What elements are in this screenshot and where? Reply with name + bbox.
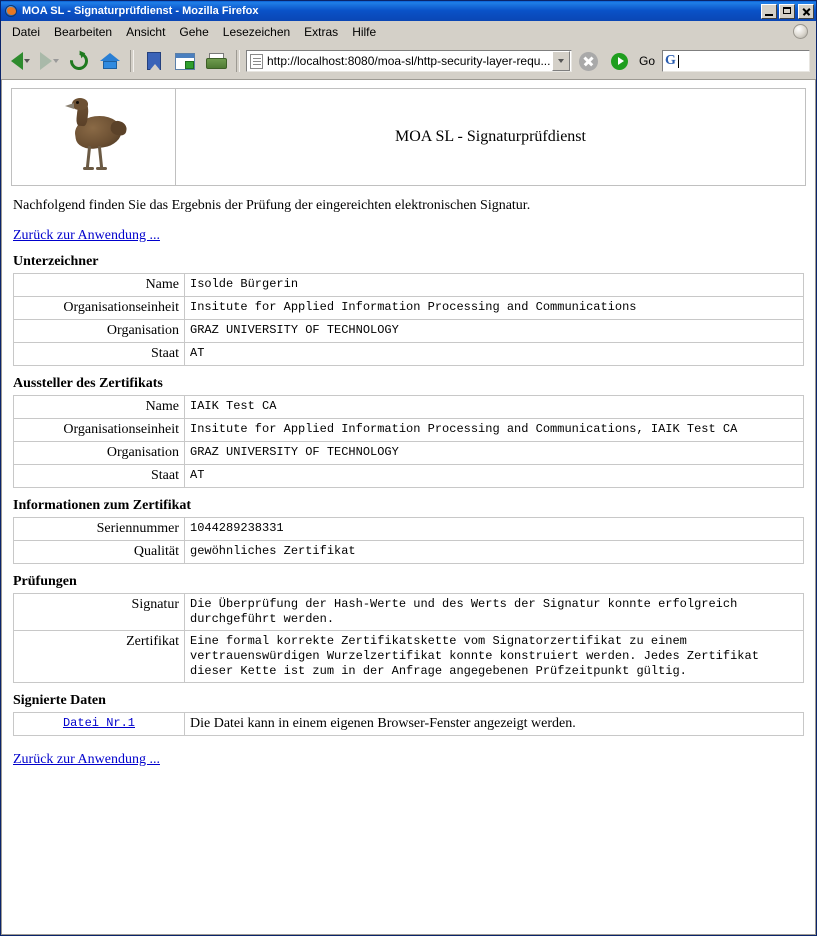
window-title: MOA SL - Signaturprüfdienst - Mozilla Firefox — [22, 5, 259, 17]
section-heading-unterzeichner: Unterzeichner — [13, 254, 99, 269]
row-value: Insitute for Applied Information Processing and Communications — [185, 297, 804, 320]
row-value: AT — [185, 465, 804, 488]
menu-item-bearbeiten[interactable]: Bearbeiten — [54, 25, 113, 39]
maximize-button[interactable] — [779, 4, 795, 19]
table-row — [14, 713, 804, 736]
row-label: Staat — [14, 343, 185, 366]
bookmark-icon — [147, 52, 161, 70]
section-heading-pruefungen: Prüfungen — [13, 574, 77, 589]
table-row — [14, 297, 804, 320]
url-input[interactable]: http://localhost:8080/moa-sl/http-security-layer-requ... — [267, 54, 551, 68]
back-link-top-container — [13, 228, 806, 244]
table-row — [14, 274, 804, 297]
intro-text: Nachfolgend finden Sie das Ergebnis der Prüfung der eingereichten elektronischen Signatur. — [13, 198, 531, 213]
row-value: IAIK Test CA — [185, 396, 804, 419]
page-header-table — [11, 88, 806, 186]
url-dropdown-icon[interactable] — [552, 51, 570, 71]
row-label: Staat — [14, 465, 185, 488]
row-label: Qualität — [14, 541, 185, 564]
file-link[interactable]: Datei Nr.1 — [62, 716, 135, 730]
menu-item-hilfe[interactable]: Hilfe — [352, 25, 377, 39]
row-value: AT — [185, 343, 804, 366]
row-label: Seriennummer — [14, 518, 185, 541]
minimize-button[interactable] — [761, 4, 777, 19]
back-to-application-link-bottom[interactable]: Zurück zur Anwendung ... — [13, 752, 160, 767]
title-bar — [1, 1, 816, 21]
page-content — [2, 80, 815, 768]
table-row — [14, 541, 804, 564]
row-value: GRAZ UNIVERSITY OF TECHNOLOGY — [185, 320, 804, 343]
forward-arrow-icon — [40, 52, 52, 70]
logo-cell — [12, 89, 176, 186]
row-value: 1044289238331 — [185, 518, 804, 541]
close-button[interactable] — [798, 4, 814, 19]
toolbar-separator — [130, 50, 134, 72]
row-label: Zertifikat — [14, 631, 185, 683]
back-dropdown-icon[interactable] — [24, 59, 30, 63]
throbber-icon — [793, 24, 808, 39]
toolbar-separator-2 — [236, 50, 240, 72]
reload-icon — [66, 48, 91, 73]
row-value: Eine formal korrekte Zertifikatskette vom Signatorzertifikat zu einem vertrauenswürdigen Wurzelzertifikat konnte konstruiert werden. Jedes Zertifikat dieser Kette ist zum in der Anfrage angegebenen Prüfzeitpunkt gültig. — [185, 631, 804, 683]
google-icon[interactable]: G — [665, 53, 676, 68]
row-label: Name — [14, 274, 185, 297]
search-input[interactable] — [678, 55, 679, 68]
forward-dropdown-icon[interactable] — [53, 59, 59, 63]
menu-bar — [1, 21, 816, 43]
section-heading-aussteller: Aussteller des Zertifikats — [13, 376, 163, 391]
menu-item-extras[interactable]: Extras — [304, 25, 339, 39]
menu-item-ansicht[interactable]: Ansicht — [126, 25, 166, 39]
file-description: Die Datei kann in einem eigenen Browser-Fenster angezeigt werden. — [185, 713, 804, 736]
table-row — [14, 343, 804, 366]
table-row — [14, 396, 804, 419]
row-label: Organisation — [14, 442, 185, 465]
back-to-application-link-top[interactable]: Zurück zur Anwendung ... — [13, 228, 160, 243]
row-label: Organisationseinheit — [14, 297, 185, 320]
navigation-toolbar — [1, 43, 816, 80]
stop-button[interactable] — [575, 47, 603, 75]
page-title: MOA SL - Signaturprüfdienst — [176, 89, 806, 186]
row-label: Organisationseinheit — [14, 419, 185, 442]
table-row — [14, 631, 804, 683]
row-value: Die Überprüfung der Hash-Werte und des Werts der Signatur konnte erfolgreich durchgeführt werden. — [185, 594, 804, 631]
reload-button[interactable] — [65, 47, 93, 75]
page-icon — [250, 54, 263, 69]
row-value: GRAZ UNIVERSITY OF TECHNOLOGY — [185, 442, 804, 465]
firefox-icon — [4, 4, 18, 18]
menu-item-lesezeichen[interactable]: Lesezeichen — [222, 25, 291, 39]
table-zertifikat-info — [13, 517, 804, 564]
table-row — [14, 442, 804, 465]
row-label: Signatur — [14, 594, 185, 631]
go-label: Go — [638, 54, 655, 68]
table-signierte-daten — [13, 712, 804, 736]
table-row — [14, 594, 804, 631]
row-label: Name — [14, 396, 185, 419]
print-button[interactable] — [202, 47, 230, 75]
address-bar[interactable] — [246, 50, 572, 72]
table-aussteller — [13, 395, 804, 488]
section-heading-signierte-daten: Signierte Daten — [13, 693, 106, 708]
table-row — [14, 419, 804, 442]
go-arrow-icon — [611, 53, 628, 70]
table-row — [14, 320, 804, 343]
new-window-button[interactable] — [171, 47, 199, 75]
back-button[interactable] — [7, 48, 33, 74]
page-viewport — [1, 80, 816, 935]
table-row — [14, 465, 804, 488]
table-pruefungen — [13, 593, 804, 683]
table-row — [14, 518, 804, 541]
home-icon — [100, 53, 120, 69]
row-value: Insitute for Applied Information Processing and Communications, IAIK Test CA — [185, 419, 804, 442]
window-controls — [761, 4, 814, 19]
print-icon — [206, 53, 227, 70]
bookmarks-button[interactable] — [140, 47, 168, 75]
row-value: gewöhnliches Zertifikat — [185, 541, 804, 564]
menu-item-gehe[interactable]: Gehe — [179, 25, 209, 39]
search-bar[interactable] — [662, 50, 810, 72]
go-button[interactable] — [606, 47, 634, 75]
table-unterzeichner — [13, 273, 804, 366]
row-label: Organisation — [14, 320, 185, 343]
menu-item-datei[interactable]: Datei — [12, 25, 41, 39]
stop-icon — [579, 52, 598, 71]
back-link-bottom-container — [13, 752, 806, 768]
home-button[interactable] — [96, 47, 124, 75]
file-link-cell[interactable] — [14, 713, 185, 736]
emu-logo-icon — [59, 98, 129, 172]
back-arrow-icon — [11, 52, 23, 70]
row-value: Isolde Bürgerin — [185, 274, 804, 297]
new-window-icon — [175, 53, 195, 70]
section-heading-zertifikat-info: Informationen zum Zertifikat — [13, 498, 192, 513]
forward-button[interactable] — [36, 48, 62, 74]
